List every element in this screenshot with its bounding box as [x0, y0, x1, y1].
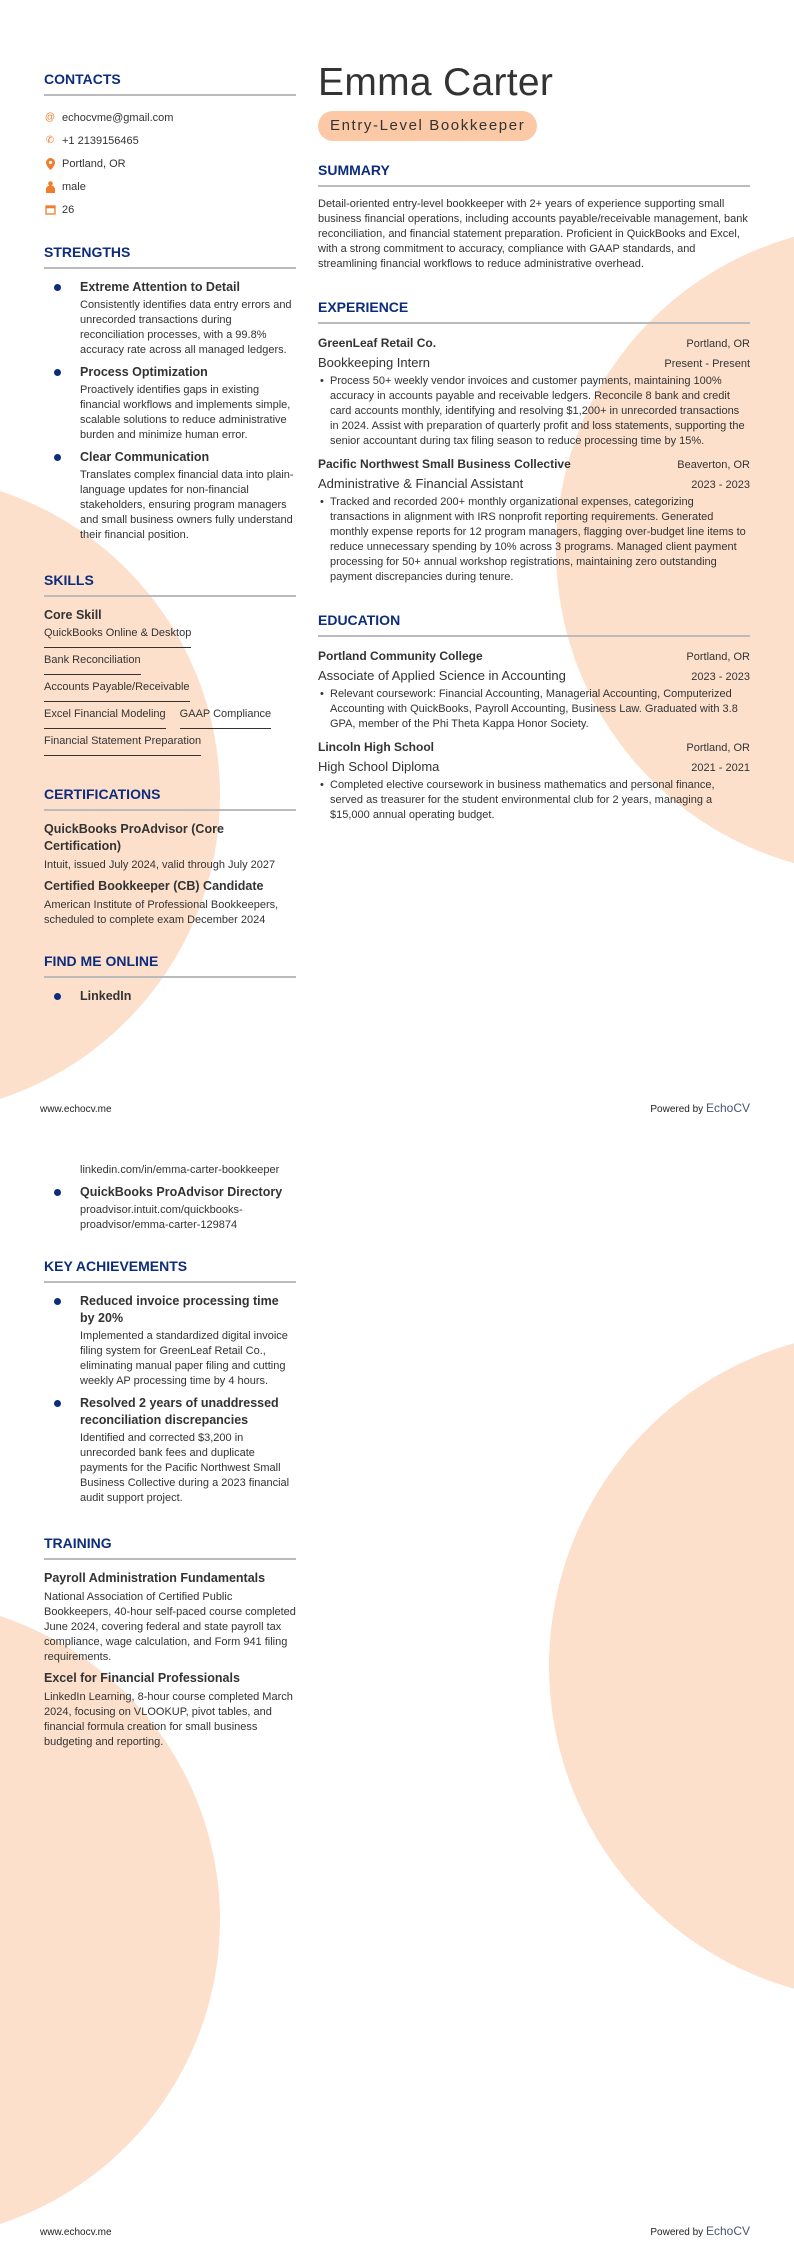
achievement-title: Reduced invoice processing time by 20% — [80, 1294, 279, 1325]
education-bullet: • Relevant coursework: Financial Accounting, Managerial Accounting, Computerized Accounting with QuickBooks, Payroll Accounting, Business Law. Graduated with 3.8 GPA, member of the Phi Theta Kappa Honor Society. — [318, 687, 750, 732]
education-section — [318, 611, 750, 823]
cert-desc: Intuit, issued July 2024, valid through July 2027 — [44, 859, 276, 871]
section-heading: CERTIFICATIONS — [44, 785, 296, 811]
experience-item — [318, 455, 750, 585]
school-name: Portland Community College — [318, 649, 483, 663]
decor-circle — [549, 1331, 794, 2001]
section-heading: SUMMARY — [318, 161, 750, 187]
achievement-item — [44, 1395, 296, 1506]
achievement-item — [44, 1293, 296, 1389]
footer-site-link[interactable]: www.echocv.me — [40, 2227, 112, 2238]
online-title: LinkedIn — [80, 989, 132, 1003]
bullet-icon — [54, 284, 61, 291]
skill-tag: Bank Reconciliation — [44, 653, 141, 675]
school-name: Lincoln High School — [318, 740, 434, 754]
phone-icon: ✆ — [45, 135, 55, 146]
contact-value: male — [62, 180, 86, 193]
strength-item — [44, 279, 296, 358]
achievement-title: Resolved 2 years of unaddressed reconciliation discrepancies — [80, 1396, 279, 1427]
strengths-section — [44, 243, 296, 543]
key-achievements-section — [44, 1257, 296, 1506]
education-dates: 2023 - 2023 — [691, 671, 750, 683]
section-heading: STRENGTHS — [44, 243, 296, 269]
brand-name[interactable]: EchoCV — [705, 2224, 750, 2238]
contact-value: Portland, OR — [62, 157, 126, 170]
job-role: Administrative & Financial Assistant — [318, 476, 524, 491]
summary-text: Detail-oriented entry-level bookkeeper with 2+ years of experience supporting small business financial operations, including accounts payable/receivable management, bank reconciliation, and financial statement preparation. Proficient in QuickBooks and Excel, with a strong commitment to accuracy, compliance with GAAP standards, and streamlining financial workflows to reduce administrative overhead. — [318, 198, 748, 270]
contact-gender — [44, 175, 296, 198]
training-desc: National Association of Certified Public Bookkeepers, 40-hour self-paced course completed June 2024, covering federal and state payroll tax compliance, wage calculation, and Form 941 filing requirements. — [44, 1591, 296, 1663]
left-column — [44, 70, 296, 1011]
calendar-icon — [44, 204, 56, 216]
strength-title: Extreme Attention to Detail — [80, 280, 240, 294]
training-title: Excel for Financial Professionals — [44, 1671, 240, 1685]
company-name: Pacific Northwest Small Business Collective — [318, 457, 571, 471]
footer-powered-by — [650, 1101, 750, 1115]
section-heading: CONTACTS — [44, 70, 296, 96]
education-item — [318, 647, 750, 732]
school-location: Portland, OR — [686, 651, 750, 663]
section-heading: TRAINING — [44, 1534, 296, 1560]
person-icon — [44, 181, 56, 193]
bullet-icon — [54, 1189, 61, 1196]
experience-item — [318, 334, 750, 449]
online-item[interactable] — [44, 1184, 296, 1233]
section-heading: SKILLS — [44, 571, 296, 597]
cert-desc: American Institute of Professional Bookkeepers, scheduled to complete exam December 2024 — [44, 899, 279, 926]
skill-tag: Financial Statement Preparation — [44, 734, 201, 756]
location-pin-icon — [44, 158, 56, 170]
strength-title: Process Optimization — [80, 365, 208, 379]
online-url[interactable]: proadvisor.intuit.com/quickbooks-proadvisor/emma-carter-129874 — [80, 1204, 243, 1231]
training-section — [44, 1534, 296, 1750]
job-role: Bookkeeping Intern — [318, 355, 431, 370]
bullet-icon — [54, 369, 61, 376]
contact-value: echocvme@gmail.com — [62, 111, 174, 124]
strength-item — [44, 364, 296, 443]
training-title: Payroll Administration Fundamentals — [44, 1571, 266, 1585]
training-desc: LinkedIn Learning, 8-hour course completed March 2024, focusing on VLOOKUP, pivot tables, and financial formula creation for small business budgeting and reporting. — [44, 1691, 293, 1748]
left-column — [44, 1163, 296, 1755]
online-title: QuickBooks ProAdvisor Directory — [80, 1185, 283, 1199]
job-bullet: • Process 50+ weekly vendor invoices and customer payments, maintaining 100% accuracy in accounts payable and receivable ledgers. Reconcile 8 bank and credit card accounts monthly, identifying and resolving $1,200+ in unrecorded transactions in 2024. Assist with preparation of quarterly profit and loss statements, supporting the senior accountant during tax filing season to reduce processing time by 15%. — [318, 374, 750, 449]
contact-location — [44, 152, 296, 175]
education-item — [318, 738, 750, 823]
powered-label: Powered by — [650, 1104, 704, 1115]
right-column — [318, 60, 750, 829]
section-heading: KEY ACHIEVEMENTS — [44, 1257, 296, 1283]
summary-section — [318, 161, 750, 272]
footer-site-link[interactable]: www.echocv.me — [40, 1104, 112, 1115]
job-location: Portland, OR — [686, 338, 750, 350]
bullet-icon — [54, 1400, 61, 1407]
education-bullet: • Completed elective coursework in business mathematics and personal finance, served as treasurer for the student environmental club for 2 years, managing a $15,000 annual operating budget. — [318, 778, 750, 823]
job-dates: Present - Present — [664, 358, 750, 370]
degree: Associate of Applied Science in Accounting — [318, 668, 566, 683]
job-location: Beaverton, OR — [677, 459, 750, 471]
online-url[interactable]: linkedin.com/in/emma-carter-bookkeeper — [80, 1164, 280, 1176]
company-name: GreenLeaf Retail Co. — [318, 336, 437, 350]
at-icon: @ — [44, 112, 56, 123]
cert-title: QuickBooks ProAdvisor (Core Certification) — [44, 822, 224, 853]
online-item[interactable] — [44, 988, 296, 1005]
degree: High School Diploma — [318, 759, 440, 774]
contact-value: +1 2139156465 — [62, 134, 139, 147]
skill-group-title: Core Skill — [44, 608, 102, 622]
brand-name[interactable]: EchoCV — [705, 1101, 750, 1115]
strength-desc: Consistently identifies data entry errors and unrecorded transactions during reconciliation processes, with a 99.8% accuracy rate across all managed ledgers. — [80, 299, 292, 356]
footer-powered-by — [650, 2224, 750, 2238]
contact-value: 26 — [62, 203, 75, 216]
achievement-desc: Implemented a standardized digital invoice filing system for GreenLeaf Retail Co., eliminating manual paper filing and cutting weekly AP processing time by 4 hours. — [80, 1330, 288, 1387]
strength-desc: Translates complex financial data into plain-language updates for non-financial stakeholders, ensuring program managers and small business owners fully understand their financial position. — [80, 469, 294, 541]
resume-page-2 — [0, 1123, 794, 2246]
education-dates: 2021 - 2021 — [691, 762, 750, 774]
contact-phone[interactable] — [44, 129, 296, 152]
experience-section — [318, 298, 750, 585]
online-item[interactable] — [44, 1163, 296, 1178]
bullet-icon — [54, 993, 61, 1000]
job-bullet: • Tracked and recorded 200+ monthly organizational expenses, categorizing transactions in alignment with IRS nonprofit reporting requirements. Generated monthly expense reports for 12 program managers, flagging over-budget line items to reduce unnecessary spending by 10% across 3 programs. Managed client payment processing for 50+ annual workshop registrations, maintaining zero outstanding payment discrepancies during tenure. — [318, 495, 750, 585]
skills-section — [44, 571, 296, 761]
contact-email[interactable] — [44, 106, 296, 129]
candidate-name: Emma Carter — [318, 61, 554, 104]
contacts-section — [44, 70, 296, 221]
school-location: Portland, OR — [686, 742, 750, 754]
skill-tag: Excel Financial Modeling — [44, 707, 166, 729]
find-me-online-section — [44, 952, 296, 1005]
section-heading: EDUCATION — [318, 611, 750, 637]
bullet-icon — [54, 1298, 61, 1305]
strength-desc: Proactively identifies gaps in existing financial workflows and implements simple, scalable solutions to reduce administrative burden and minimize human error. — [80, 384, 291, 441]
bullet-icon — [54, 454, 61, 461]
skill-tag: QuickBooks Online & Desktop — [44, 626, 191, 648]
skill-tag: GAAP Compliance — [180, 707, 272, 729]
cert-title: Certified Bookkeeper (CB) Candidate — [44, 879, 264, 893]
strength-item — [44, 449, 296, 543]
contact-age — [44, 198, 296, 221]
achievement-desc: Identified and corrected $3,200 in unrecorded bank fees and duplicate payments for the Pacific Northwest Small Business Collective during a 2023 financial audit support project. — [80, 1432, 290, 1504]
strength-title: Clear Communication — [80, 450, 210, 464]
certifications-section — [44, 785, 296, 928]
job-title-badge: Entry-Level Bookkeeper — [318, 111, 537, 141]
section-heading: FIND ME ONLINE — [44, 952, 296, 978]
job-dates: 2023 - 2023 — [691, 479, 750, 491]
powered-label: Powered by — [650, 2227, 704, 2238]
section-heading: EXPERIENCE — [318, 298, 750, 324]
skill-tag: Accounts Payable/Receivable — [44, 680, 190, 702]
